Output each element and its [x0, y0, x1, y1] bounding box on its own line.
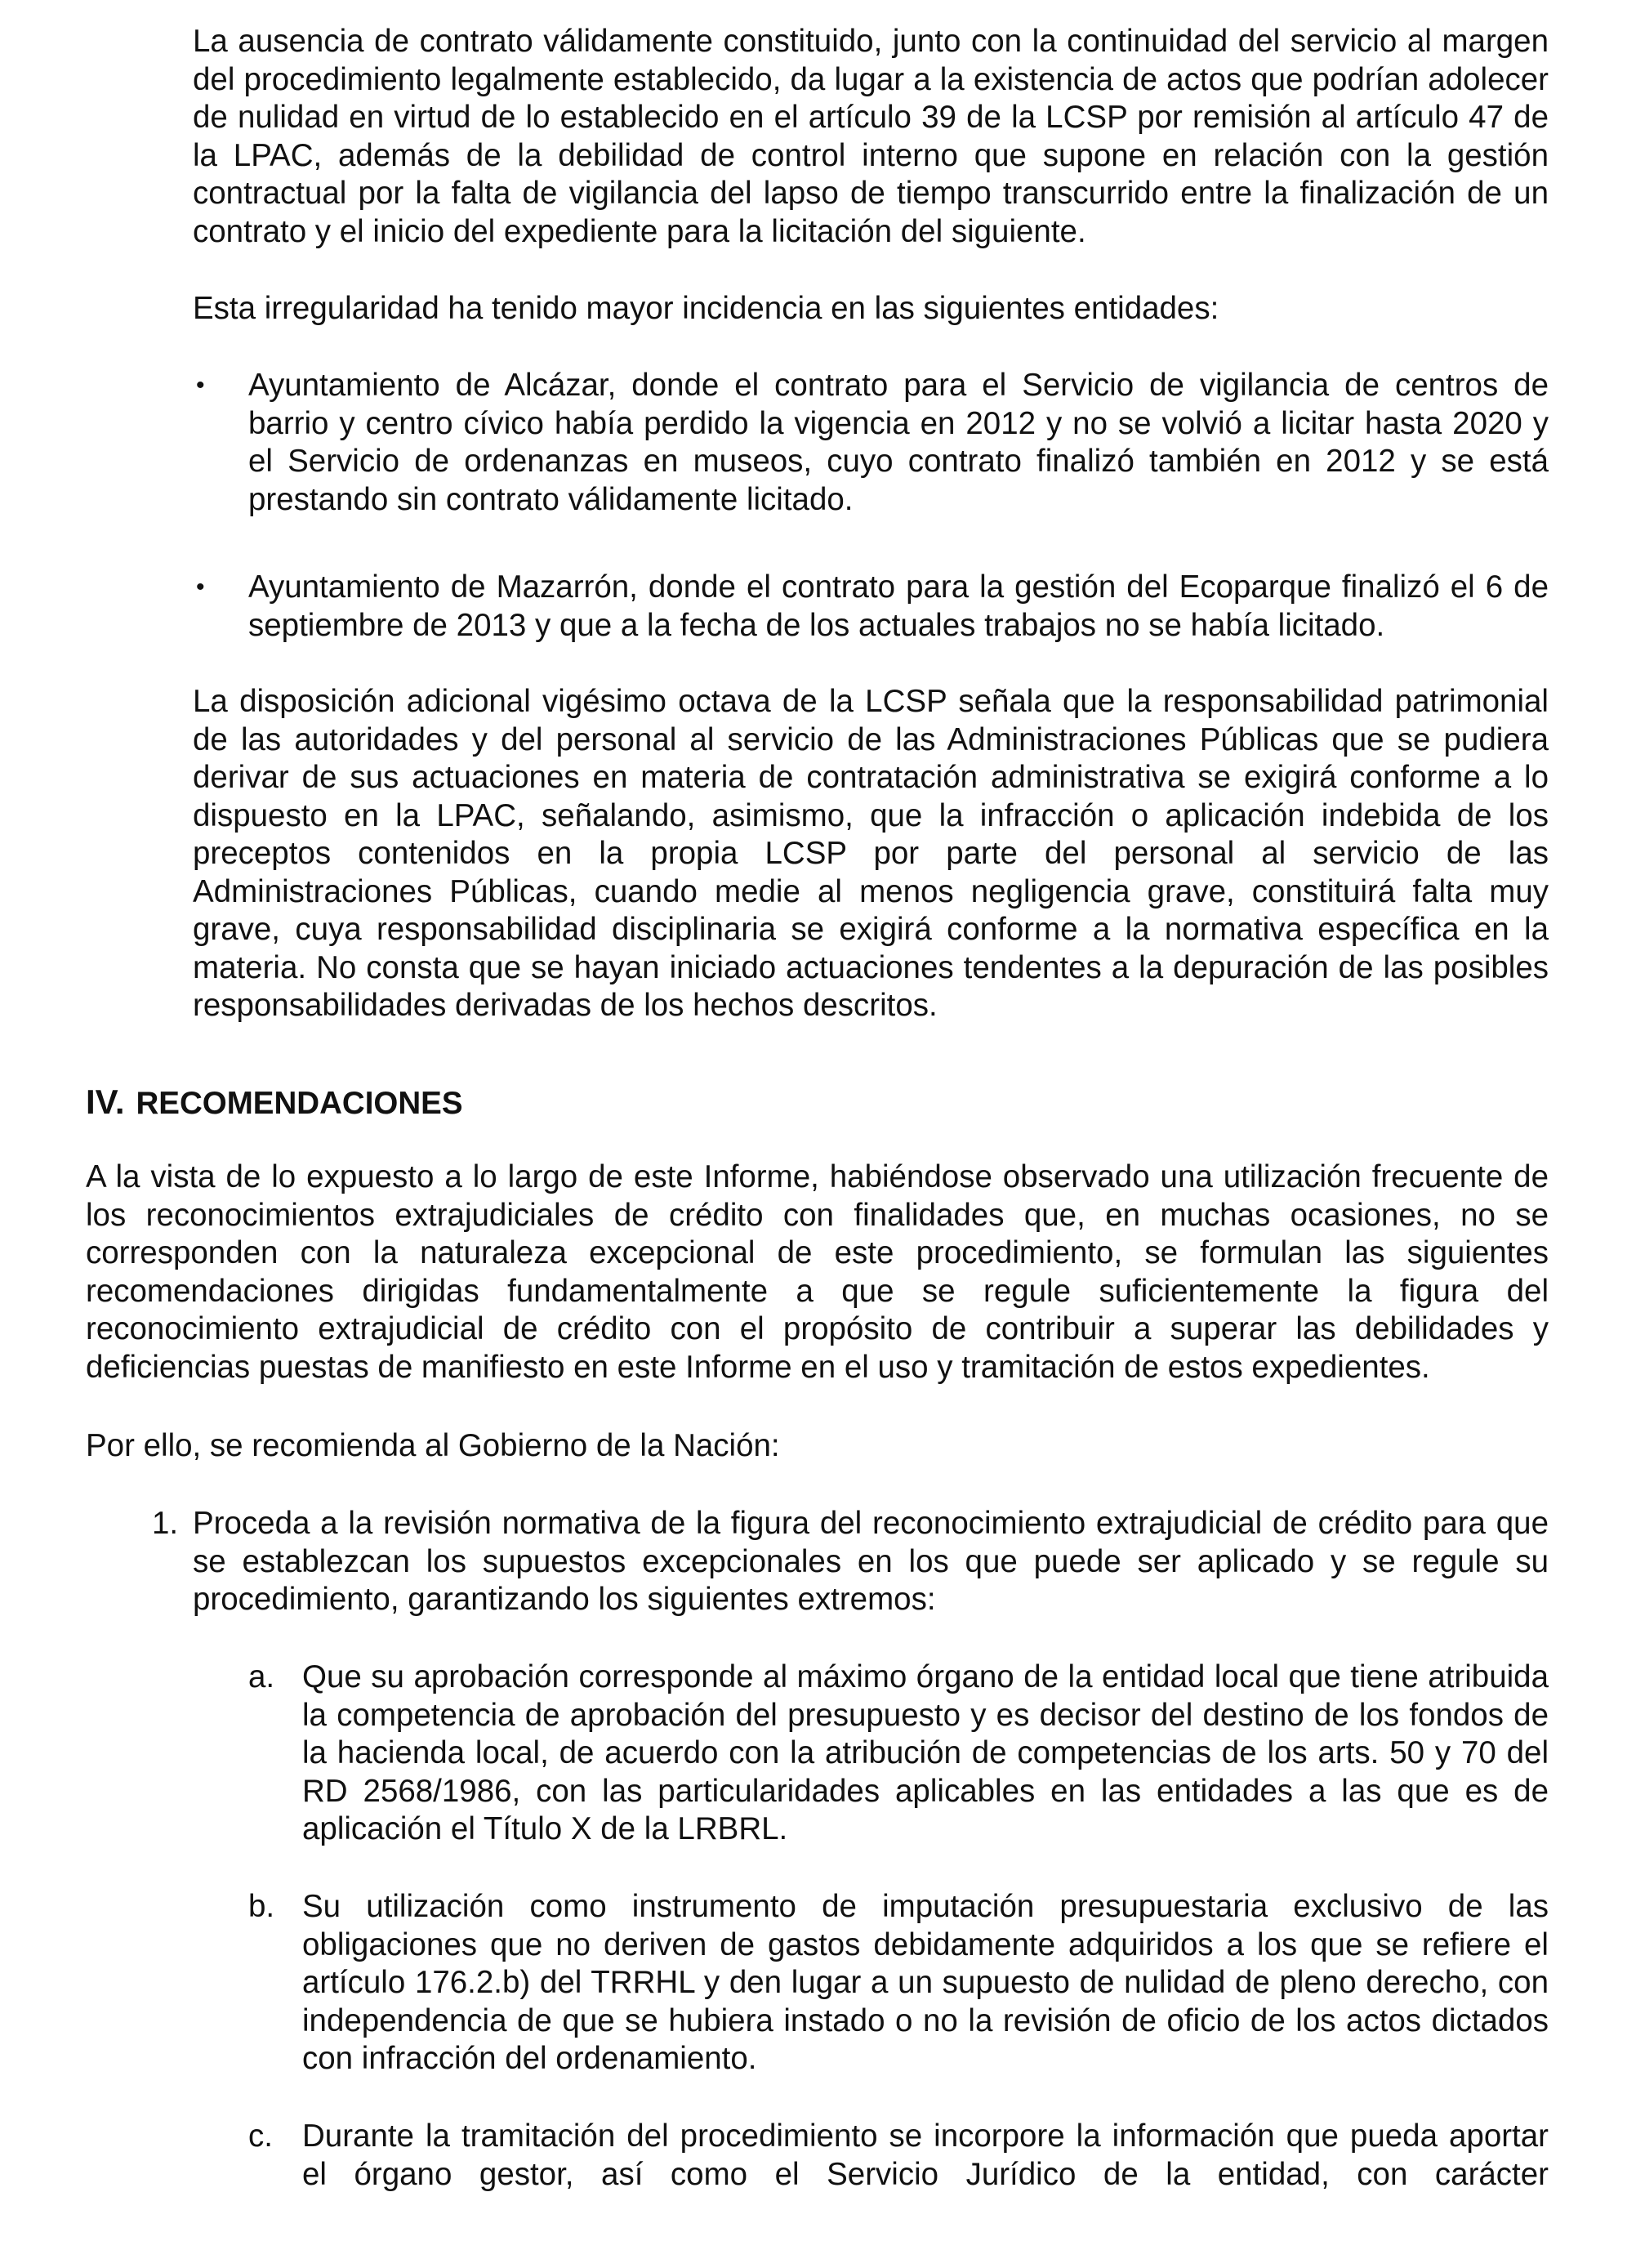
- lettered-item-aprobacion: Que su aprobación corresponde al máximo órgano de la entidad local que tiene atribuida la competencia de aprobación del presupuesto y es decisor del destino de los fondos de la hacienda local, de acuerdo con la atribución de competencias de los arts. 50 y 70 del RD 2568/1986, con las particularidades aplicables en las entidades a las que es de aplicación el Título X de la LRBRL.: [302, 1659, 1549, 1846]
- bullet-marker: •: [196, 574, 205, 600]
- bullet-item-mazarron: Ayuntamiento de Mazarrón, donde el contrato para la gestión del Ecoparque finalizó el 6 de septiembre de 2013 y que a la fecha de los actuales trabajos no se había licitado.: [248, 569, 1549, 643]
- lettered-marker: a.: [248, 1659, 275, 1694]
- paragraph-incidencia-entidades: Esta irregularidad ha tenido mayor incidencia en las siguientes entidades:: [193, 291, 1219, 326]
- section-title: RECOMENDACIONES: [136, 1086, 463, 1121]
- lettered-marker: b.: [248, 1889, 275, 1924]
- paragraph-recomendaciones-intro: A la vista de lo expuesto a lo largo de este Informe, habiéndose observado una utilización frecuente de los reconocimientos extrajudiciales de crédito con finalidades que, en muchas ocasiones, no se corresponden con la naturaleza excepcional de este procedimiento, se formulan las siguientes recomendaciones dirigidas fundamentalmente a que se regule suficientemente la figura del reconocimiento extrajudicial de crédito con el propósito de contribuir a superar las debilidades y deficiencias puestas de manifiesto en este Informe en el uso y tramitación de estos expedientes.: [86, 1159, 1549, 1385]
- paragraph-gobierno-nacion: Por ello, se recomienda al Gobierno de la Nación:: [86, 1428, 780, 1463]
- section-heading: [86, 1082, 463, 1124]
- section-number: IV.: [86, 1083, 125, 1121]
- numbered-marker: 1.: [152, 1506, 179, 1541]
- lettered-item-tramitacion: Durante la tramitación del procedimiento se incorpore la información que pueda aportar el órgano gestor, así como el Servicio Jurídico de la entidad, con carácter: [302, 2118, 1549, 2192]
- numbered-item-revision-normativa: Proceda a la revisión normativa de la figura del reconocimiento extrajudicial de crédito para que se establezcan los supuestos excepcionales en los que puede ser aplicado y se regule su procedimiento, garantizando los siguientes extremos:: [193, 1506, 1549, 1617]
- bullet-item-alcazar: Ayuntamiento de Alcázar, donde el contrato para el Servicio de vigilancia de centros de barrio y centro cívico había perdido la vigencia en 2012 y no se volvió a licitar hasta 2020 y el Servicio de ordenanzas en museos, cuyo contrato finalizó también en 2012 y se está prestando sin contrato válidamente licitado.: [248, 368, 1549, 517]
- bullet-marker: •: [196, 372, 205, 399]
- paragraph-disposicion-adicional: La disposición adicional vigésimo octava de la LCSP señala que la responsabilidad patrimonial de las autoridades y del personal al servicio de las Administraciones Públicas que se pudiera derivar de sus actuaciones en materia de contratación administrativa se exigirá conforme a lo dispuesto en la LPAC, señalando, asimismo, que la infracción o aplicación indebida de los preceptos contenidos en la propia LCSP por parte del personal al servicio de las Administraciones Públicas, cuando medie al menos negligencia grave, constituirá falta muy grave, cuya responsabilidad disciplinaria se exigirá conforme a la normativa específica en la materia. No consta que se hayan iniciado actuaciones tendentes a la depuración de las posibles responsabilidades derivadas de los hechos descritos.: [193, 684, 1549, 1023]
- lettered-item-utilizacion: Su utilización como instrumento de imputación presupuestaria exclusivo de las obligaciones que no deriven de gastos debidamente adquiridos a los que se refiere el artículo 176.2.b) del TRRHL y den lugar a un supuesto de nulidad de pleno derecho, con independencia de que se hubiera instado o no la revisión de oficio de los actos dictados con infracción del ordenamiento.: [302, 1889, 1549, 2076]
- lettered-marker: c.: [248, 2118, 273, 2154]
- paragraph-nulidad-actos: La ausencia de contrato válidamente constituido, junto con la continuidad del servicio al margen del procedimiento legalmente establecido, da lugar a la existencia de actos que podrían adolecer de nulidad en virtud de lo establecido en el artículo 39 de la LCSP por remisión al artículo 47 de la LPAC, además de la debilidad de control interno que supone en relación con la gestión contractual por la falta de vigilancia del lapso de tiempo transcurrido entre la finalización de un contrato y el inicio del expediente para la licitación del siguiente.: [193, 24, 1549, 249]
